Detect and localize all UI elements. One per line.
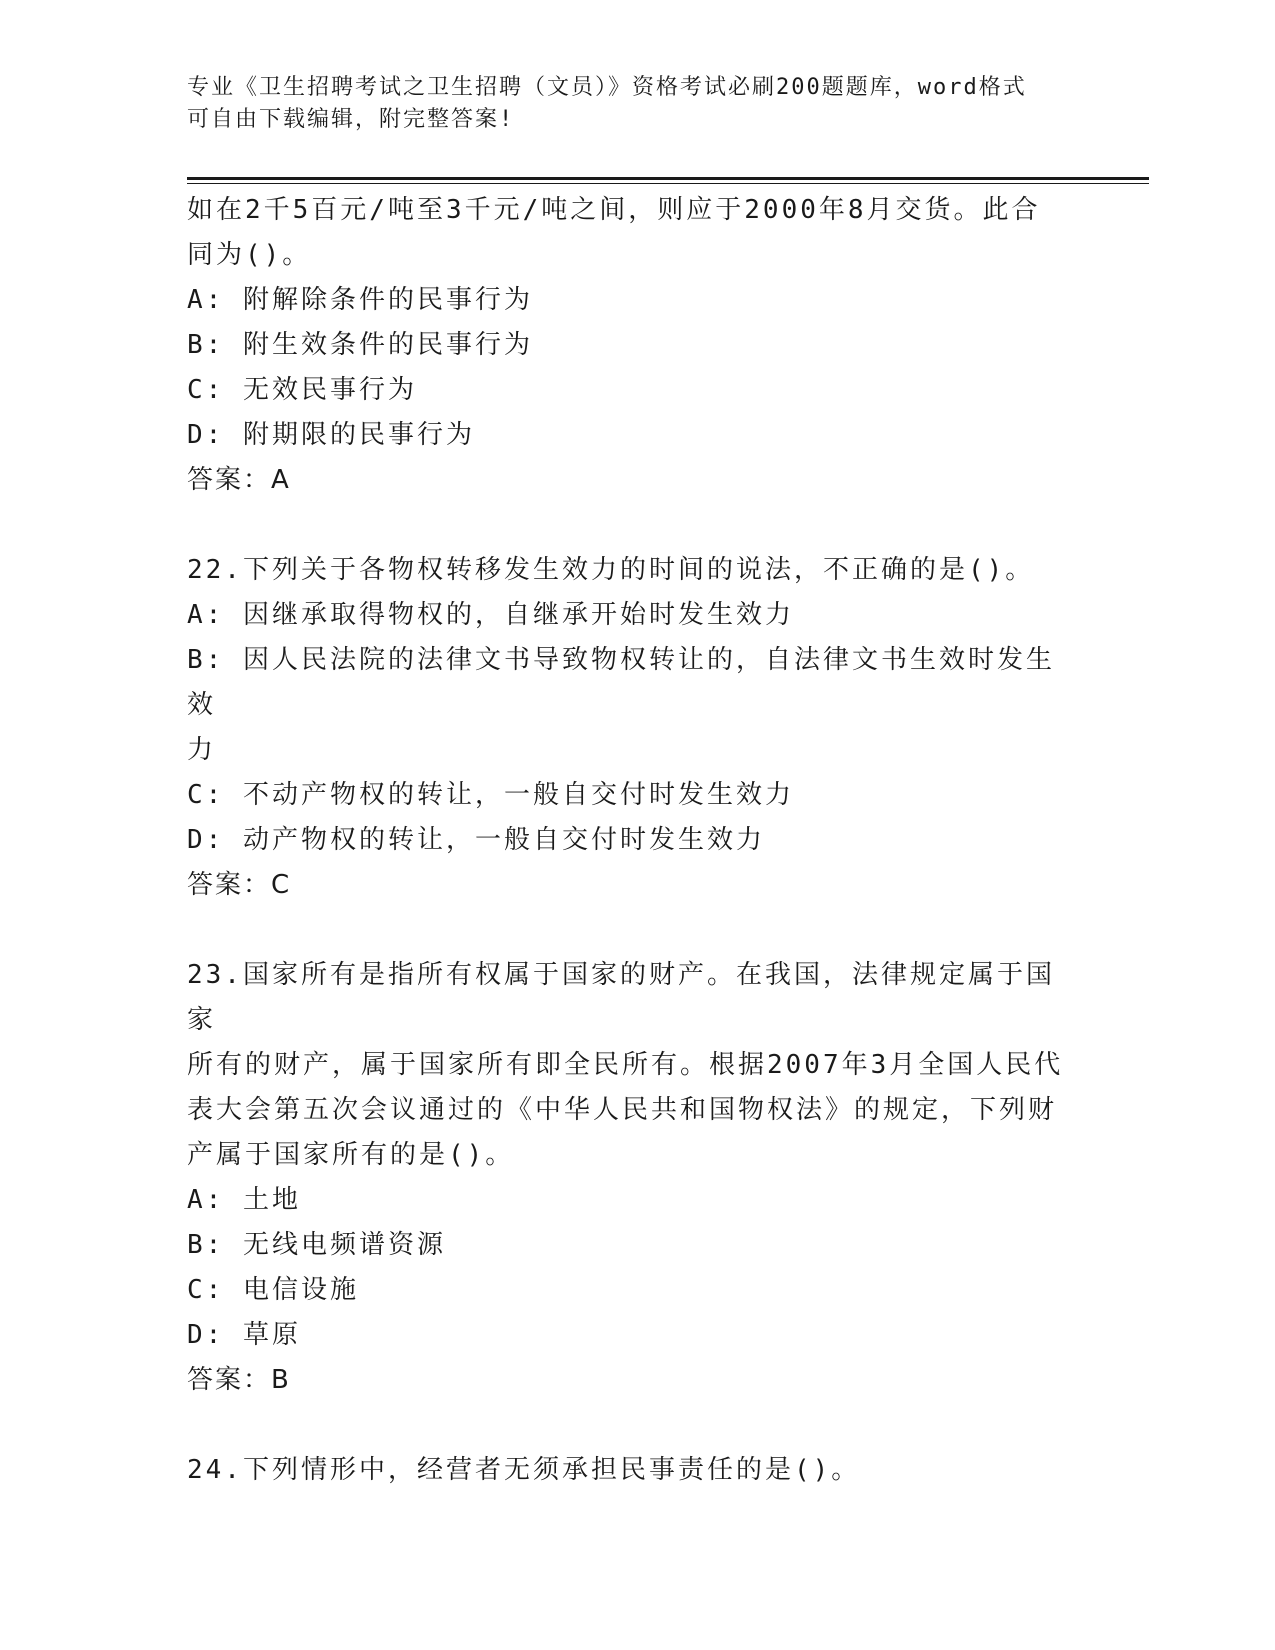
answer: 答案：C (187, 870, 292, 900)
spacer (187, 908, 1067, 953)
option-a: A: 因继承取得物权的，自继承开始时发生效力 (187, 600, 794, 630)
option-b: B: 附生效条件的民事行为 (187, 330, 533, 360)
question-23 (187, 953, 1067, 1403)
header-divider-thick (187, 177, 1149, 180)
header-line-2: 可自由下载编辑，附完整答案! (187, 107, 515, 132)
answer: 答案：B (187, 1365, 291, 1395)
question-stem: 产属于国家所有的是()。 (187, 1140, 515, 1170)
spacer (187, 1403, 1067, 1448)
option-b: B: 无线电频谱资源 (187, 1230, 446, 1260)
spacer (187, 503, 1067, 548)
option-d: D: 草原 (187, 1320, 301, 1350)
document-body (187, 188, 1067, 1493)
question-24 (187, 1448, 1067, 1493)
option-d: D: 附期限的民事行为 (187, 420, 475, 450)
document-header (187, 72, 1067, 136)
question-stem: 24.下列情形中，经营者无须承担民事责任的是()。 (187, 1455, 861, 1485)
question-21 (187, 188, 1067, 503)
option-a: A: 土地 (187, 1185, 301, 1215)
question-22 (187, 548, 1067, 908)
option-d: D: 动产物权的转让，一般自交付时发生效力 (187, 825, 765, 855)
question-stem: 22.下列关于各物权转移发生效力的时间的说法，不正确的是()。 (187, 555, 1035, 585)
option-c: C: 电信设施 (187, 1275, 359, 1305)
option-c: C: 不动产物权的转让，一般自交付时发生效力 (187, 780, 794, 810)
question-stem: 23.国家所有是指所有权属于国家的财产。在我国，法律规定属于国家 (187, 960, 1055, 1035)
question-stem: 同为()。 (187, 240, 312, 270)
option-c: C: 无效民事行为 (187, 375, 417, 405)
option-b: B: 因人民法院的法律文书导致物权转让的，自法律文书生效时发生效 (187, 645, 1055, 720)
question-stem: 表大会第五次会议通过的《中华人民共和国物权法》的规定，下列财 (187, 1095, 1058, 1125)
answer: 答案：A (187, 465, 291, 495)
question-stem: 如在2千5百元/吨至3千元/吨之间，则应于2000年8月交货。此合 (187, 195, 1041, 225)
header-line-1: 专业《卫生招聘考试之卫生招聘（文员）》资格考试必刷200题题库，word格式 (187, 75, 1027, 100)
header-divider-thin (187, 183, 1149, 184)
question-stem: 所有的财产，属于国家所有即全民所有。根据2007年3月全国人民代 (187, 1050, 1064, 1080)
option-b-continued: 力 (187, 735, 217, 765)
option-a: A: 附解除条件的民事行为 (187, 285, 533, 315)
